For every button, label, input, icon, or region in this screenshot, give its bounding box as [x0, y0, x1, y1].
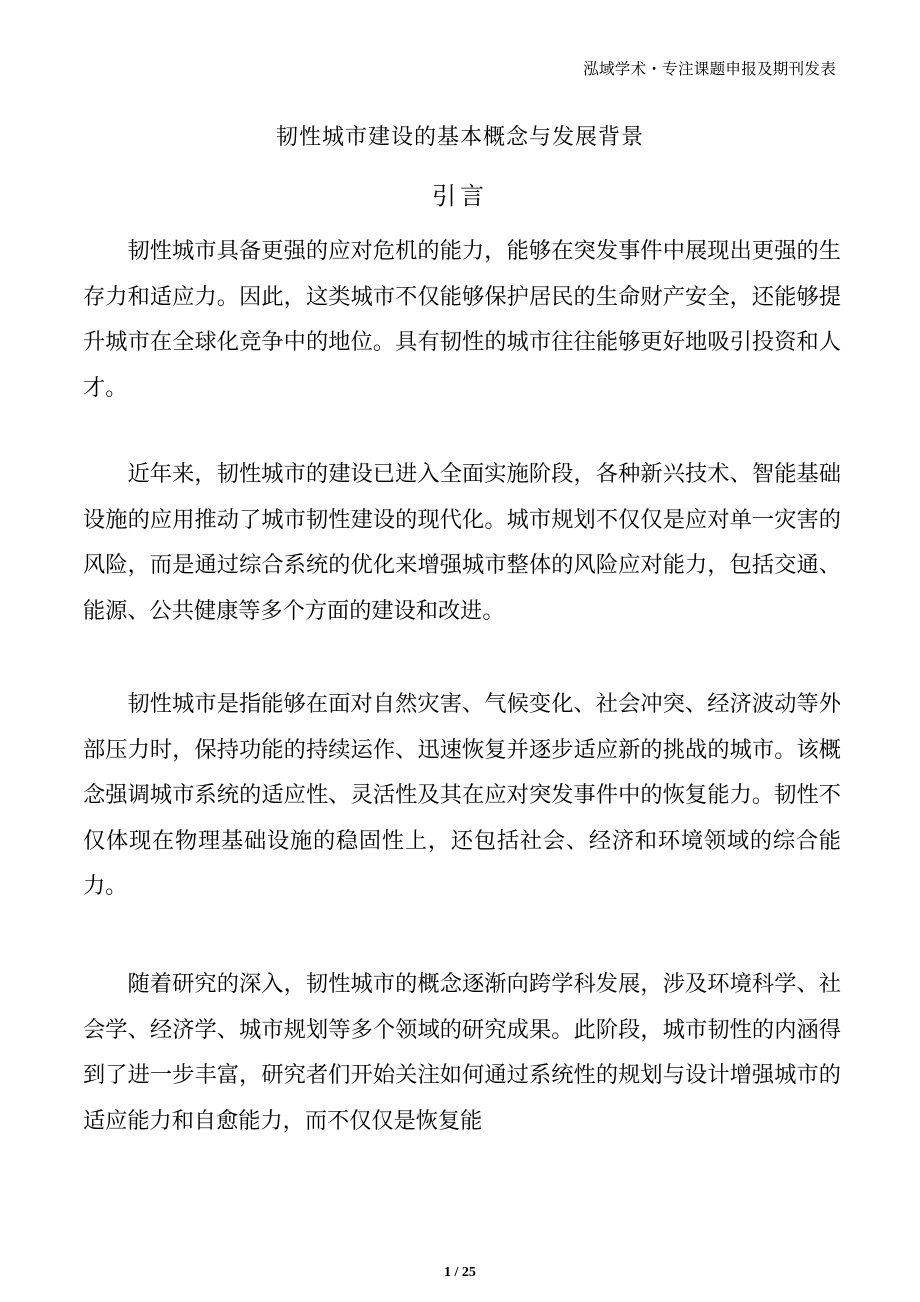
- paragraph: 韧性城市是指能够在面对自然灾害、气候变化、社会冲突、经济波动等外部压力时，保持功能的持续运作、迅速恢复并逐步适应新的挑战的城市。该概念强调城市系统的适应性、灵活性及其在应对突发事件中的恢复能力。韧性不仅体现在物理基础设施的稳固性上，还包括社会、经济和环境领域的综合能力。: [83, 691, 841, 899]
- page-number: 1 / 25: [444, 1265, 476, 1280]
- document-title: 韧性城市建设的基本概念与发展背景: [275, 125, 644, 150]
- paragraph: 韧性城市具备更强的应对危机的能力，能够在突发事件中展现出更强的生存力和适应力。因此，这类城市不仅能够保护居民的生命财产安全，还能够提升城市在全球化竞争中的地位。具有韧性的城市往往能够更好地吸引投资和人才。: [83, 238, 841, 401]
- paragraph: 近年来，韧性城市的建设已进入全面实施阶段，各种新兴技术、智能基础设施的应用推动了城市韧性建设的现代化。城市规划不仅仅是应对单一灾害的风险，而是通过综合系统的优化来增强城市整体的风险应对能力，包括交通、能源、公共健康等多个方面的建设和改进。: [83, 461, 841, 624]
- page-header: 泓域学术・专注课题申报及期刊发表: [583, 60, 836, 78]
- paragraph-2-container: [83, 452, 841, 634]
- paragraph-4-container: [83, 962, 841, 1144]
- paragraph: 随着研究的深入，韧性城市的概念逐渐向跨学科发展，涉及环境科学、社会学、经济学、城市规划等多个领域的研究成果。此阶段，城市韧性的内涵得到了进一步丰富，研究者们开始关注如何通过系统性的规划与设计增强城市的适应能力和自愈能力，而不仅仅是恢复能: [83, 971, 841, 1134]
- paragraph-1-container: [83, 229, 841, 411]
- section-heading: 引言: [432, 182, 488, 210]
- paragraph-3-container: [83, 682, 841, 910]
